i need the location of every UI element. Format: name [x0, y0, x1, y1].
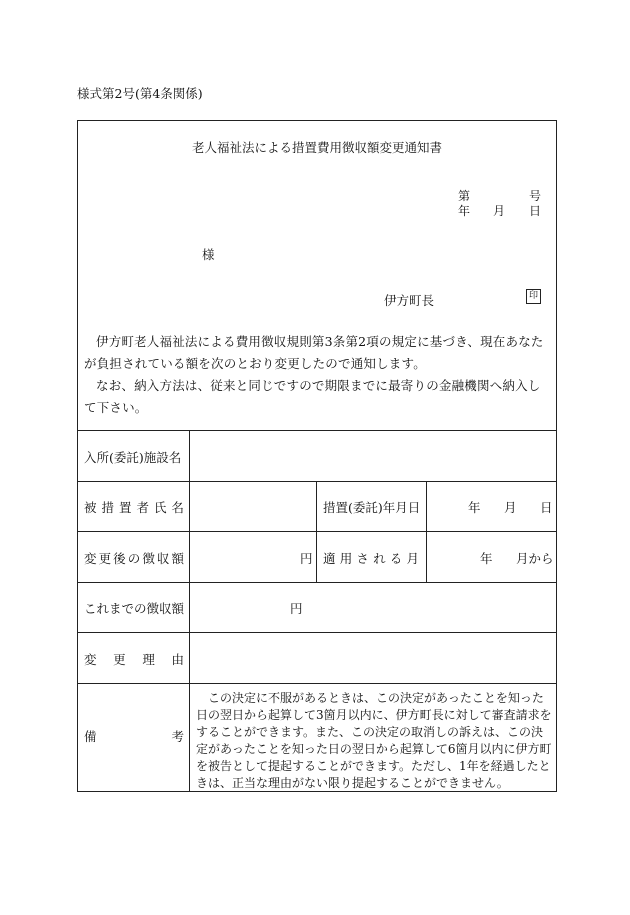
applied-month-label: 適 用 さ れ る 月 [323, 551, 419, 566]
row-divider [78, 531, 556, 532]
row-divider [78, 582, 556, 583]
previous-amount-label: これまでの徴収額 [84, 601, 185, 616]
form-number-label: 様式第2号(第4条関係) [77, 86, 203, 101]
number-suffix: 号 [529, 189, 542, 203]
label-column-divider [189, 430, 190, 791]
facility-name-label: 入所(委託)施設名 [84, 450, 182, 465]
applied-month-year: 年 [480, 551, 493, 566]
row-divider [78, 481, 556, 482]
notice-body-paragraph-1: 伊方町老人福祉法による費用徴収規則第3条第2項の規定に基づき、現在あなたが負担されている額を次のとおり変更したので通知します。 [84, 334, 544, 371]
applied-month-from: 月から [516, 551, 554, 566]
addressee-suffix: 様 [202, 247, 215, 262]
subject-name-field[interactable] [196, 491, 308, 521]
measure-date-month: 月 [504, 500, 517, 515]
table-top-border [78, 430, 556, 431]
subject-name-label: 被 措 置 者 氏 名 [84, 500, 184, 515]
change-reason-label: 変 更 理 由 [84, 652, 184, 667]
number-prefix: 第 [458, 189, 471, 203]
measure-date-year: 年 [468, 500, 481, 515]
new-amount-label: 変 更 後 の 徴 収 額 [84, 551, 184, 566]
notice-form-frame [77, 120, 557, 792]
issuer-name: 伊方町長 [384, 293, 435, 308]
inner-column-divider [426, 481, 427, 582]
remarks-label: 備 考 [84, 729, 184, 744]
date-year-label: 年 [458, 204, 471, 218]
facility-name-field[interactable] [196, 441, 548, 471]
measure-date-label: 措置(委託)年月日 [323, 500, 421, 515]
measure-date-day: 日 [540, 500, 553, 515]
notice-body-paragraph-2: なお、納入方法は、従来と同じですので期限までに最寄りの金融機関へ納入して下さい。 [84, 378, 541, 415]
previous-amount-yen-unit: 円 [290, 601, 303, 616]
new-amount-yen-unit: 円 [300, 551, 313, 566]
remarks-appeal-notice: この決定に不服があるときは、この決定があったことを知った日の翌日から起算して3箇月以内に、伊方町長に対して審査請求をすることができます。また、この決定の取消しの訴えは、この決定があったことを知った日の翌日から起算して6箇月以内に伊方町を被告として提起することができます。ただし、1年を経過したときは、正当な理由がない限り提起することができません。 [196, 691, 552, 790]
document-title: 老人福祉法による措置費用徴収額変更通知書 [191, 140, 442, 155]
date-day-label: 日 [529, 204, 542, 218]
row-divider [78, 683, 556, 684]
row-divider [78, 632, 556, 633]
seal-stamp-box: 印 [526, 289, 541, 304]
change-reason-field[interactable] [196, 641, 548, 675]
date-month-label: 月 [493, 204, 506, 218]
inner-column-divider [316, 481, 317, 582]
